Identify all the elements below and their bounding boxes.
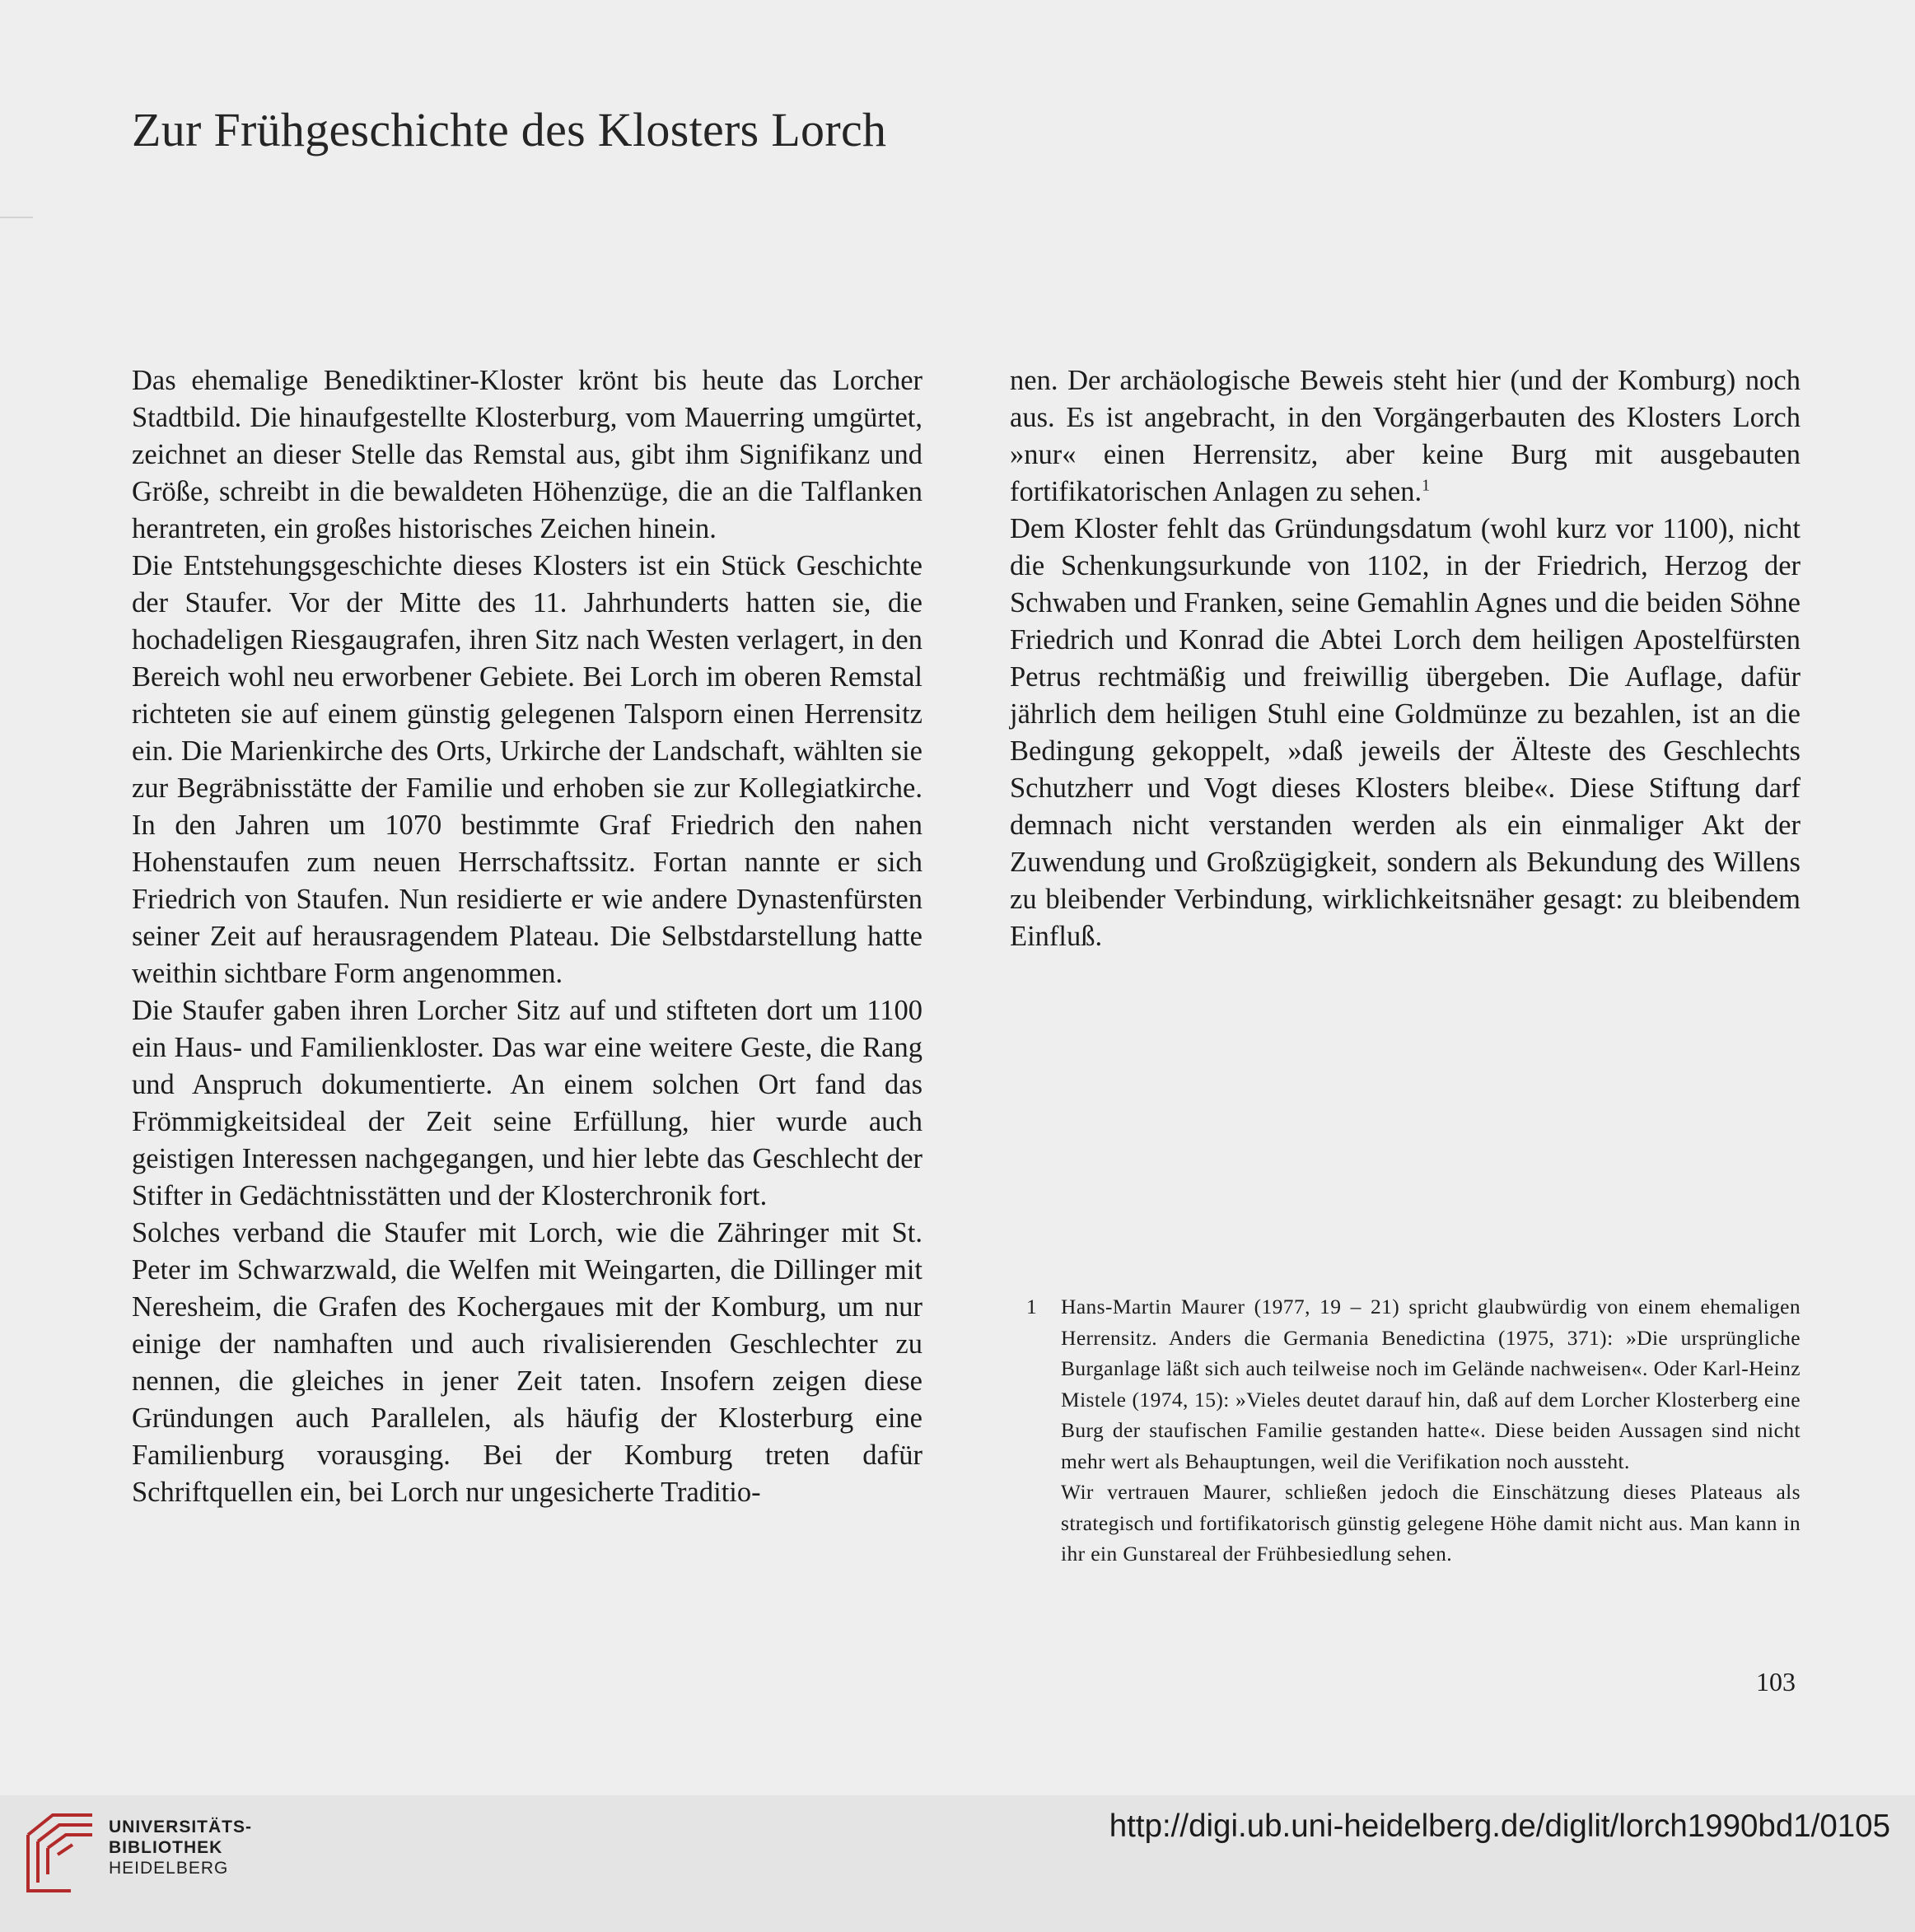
footnote-reference[interactable]: 1 [1422,476,1431,495]
margin-mark [0,217,33,218]
footnote-1 [1026,1291,1801,1570]
footnote-number: 1 [1026,1295,1038,1318]
ub-heidelberg-logo-icon [21,1808,100,1899]
footnote-text: Wir vertrauen Maurer, schließen jedoch die Einschätzung dieses Plateaus als strategisch und fortifikatorisch günstig gelegene Höhe damit nicht aus. Man kann in ihr ein Gunstareal der Frühbesiedlung sehen. [1061,1480,1801,1566]
paragraph: Die Staufer gaben ihren Lorcher Sitz auf und stifteten dort um 1100 ein Haus- und Familienkloster. Das war eine weitere Geste, die Rang und Anspruch dokumentierte. An einem solchen Ort fand das Frömmigkeitsideal der Zeit seine Erfüllung, hier wurde auch geistigen Interessen nachgegangen, und hier lebte das Geschlecht der Stifter in Gedächtnisstätten und der Klosterchronik fort. [132,995,922,1211]
left-column [132,362,922,1511]
paragraph-text: nen. Der archäologische Beweis steht hier (und der Komburg) noch aus. Es ist angebracht, in den Vorgängerbauten des Klosters Lorch »nur« einen Herrensitz, aber keine Burg mit ausgebauten fortifikatorischen Anlagen zu sehen. [1010,365,1801,507]
page-number: 103 [1756,1667,1796,1696]
page-title: Zur Frühgeschichte des Klosters Lorch [132,103,887,156]
footnote-text: Hans-Martin Maurer (1977, 19 – 21) spricht glaubwürdig von einem ehemaligen Herrensitz. Anders die Germania Benedictina (1975, 371): »Die ursprüngliche Burganlage läßt sich auch teilweise noch im Gelände nachweisen«. Oder Karl-Heinz Mistele (1974, 15): »Vieles deutet darauf hin, daß auf dem Lorcher Klosterberg eine Burg der staufischen Familie gestanden hatte«. Diese beiden Aussagen sind nicht mehr wert als Behauptungen, weil die Verifikation noch aussteht. [1061,1295,1801,1473]
paragraph [1010,362,1801,511]
paragraph: Die Entstehungsgeschichte dieses Klosters ist ein Stück Geschichte der Staufer. Vor der Mitte des 11. Jahrhunderts hatten sie, die hochadeligen Riesgaugrafen, ihren Sitz nach Westen verlagert, in den Bereich wohl neu erworbener Gebiete. Bei Lorch im oberen Remstal richteten sie auf einem günstig gelegenen Talsporn einen Herrensitz ein. Die Marienkirche des Orts, Urkirche der Landschaft, wählten sie zur Begräbnisstätte der Familie und erhoben sie zur Kollegiatkirche. In den Jahren um 1070 bestimmte Graf Friedrich den nahen Hohenstaufen zum neuen Herrschaftssitz. Fortan nannte er sich Friedrich von Staufen. Nun residierte er wie andere Dynastenfürsten seiner Zeit auf herausragendem Plateau. Die Selbstdarstellung hatte weithin sichtbare Form angenommen. [132,550,922,989]
library-line: UNIVERSITÄTS- [109,1818,253,1836]
source-url[interactable]: http://digi.ub.uni-heidelberg.de/diglit/lorch1990bd1/0105 [1109,1808,1890,1844]
library-name [109,1817,252,1878]
library-line: BIBLIOTHEK [109,1838,223,1857]
paragraph: Solches verband die Staufer mit Lorch, wie die Zähringer mit St. Peter im Schwarzwald, die Welfen mit Weingarten, die Dillinger mit Neresheim, die Grafen des Kochergaues mit der Komburg, um nur einige der namhaften und auch rivalisierenden Geschlechter zu nennen, die gleiches in jener Zeit taten. Insofern zeigen diese Gründungen auch Parallelen, als häufig der Klosterburg eine Familienburg vorausging. Bei der Komburg treten dafür Schriftquellen ein, bei Lorch nur ungesicherte Traditio- [132,1217,922,1508]
library-line: HEIDELBERG [109,1859,229,1878]
paragraph: Das ehemalige Benediktiner-Kloster krönt bis heute das Lorcher Stadtbild. Die hinaufgestellte Klosterburg, vom Mauerring umgürtet, zeichnet an dieser Stelle das Remstal aus, gibt ihm Signifikanz und Größe, schreibt in die bewaldeten Höhenzüge, die an die Talflanken herantreten, ein großes historisches Zeichen hinein. [132,365,922,544]
right-column [1010,362,1801,955]
footnotes [1026,1291,1801,1570]
paragraph: Dem Kloster fehlt das Gründungsdatum (wohl kurz vor 1100), nicht die Schenkungsurkunde von 1102, in der Friedrich, Herzog der Schwaben und Franken, seine Gemahlin Agnes und die beiden Söhne Friedrich und Konrad die Abtei Lorch dem heiligen Apostelfürsten Petrus rechtmäßig und freiwillig übergeben. Die Auflage, dafür jährlich dem heiligen Stuhl eine Goldmünze zu bezahlen, ist an die Bedingung gekoppelt, »daß jeweils der Älteste des Geschlechts Schutzherr und Vogt dieses Klosters bleibe«. Diese Stiftung darf demnach nicht verstanden werden als ein einmaliger Akt der Zuwendung und Großzügigkeit, sondern als Bekundung des Willens zu bleibender Verbindung, wirklichkeitsnäher gesagt: zu bleibendem Einfluß. [1010,513,1801,952]
